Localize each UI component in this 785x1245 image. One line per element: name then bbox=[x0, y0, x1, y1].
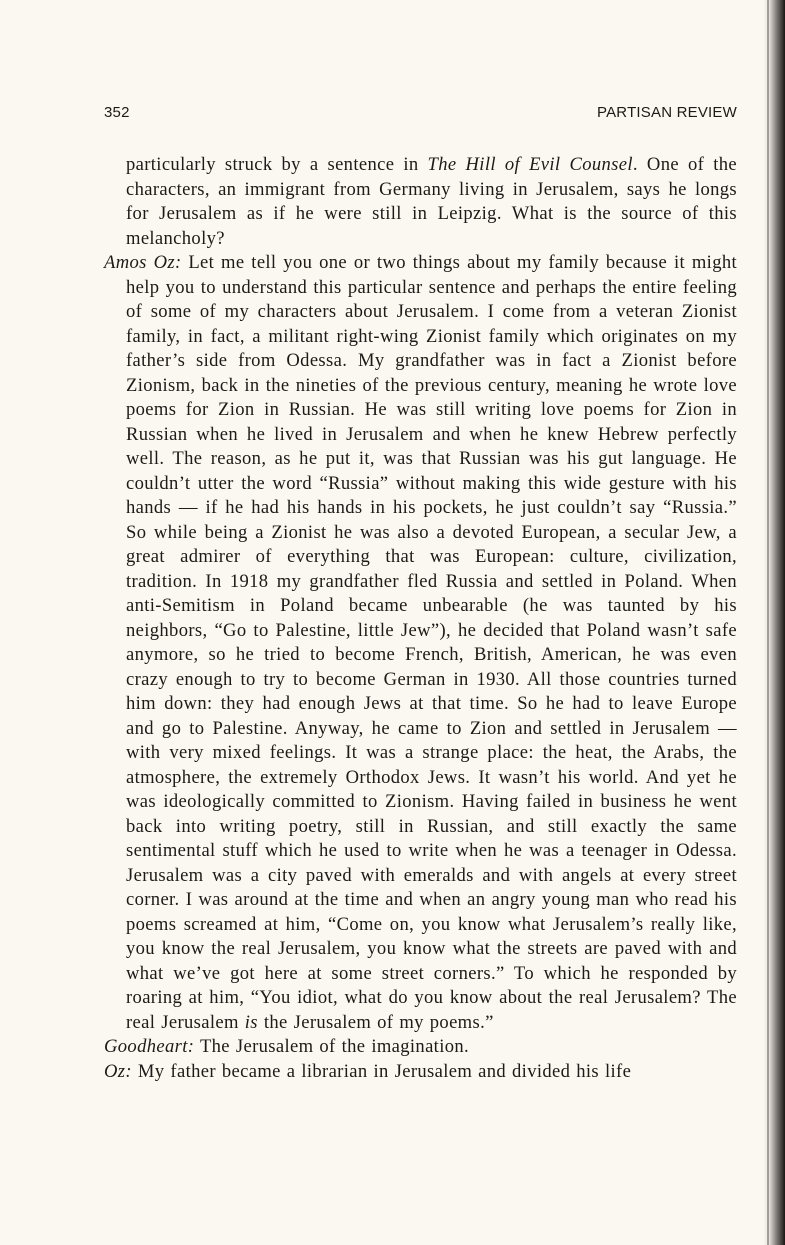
speaker-label-amos-oz: Amos Oz: bbox=[104, 252, 182, 273]
remark-goodheart bbox=[104, 1035, 737, 1060]
question-text-start: particularly struck by a sentence in bbox=[126, 154, 428, 175]
speaker-label-goodheart: Goodheart: bbox=[104, 1036, 195, 1057]
emphasis-word: is bbox=[244, 1011, 258, 1033]
page-edge-line bbox=[767, 0, 769, 1245]
answer-oz bbox=[104, 1060, 737, 1085]
answer-text-oz: My father became a librarian in Jerusalem and divided his life bbox=[137, 1060, 632, 1082]
answer-text-amos-oz-end: the Jerusalem of my poems.” bbox=[257, 1011, 494, 1033]
running-head bbox=[104, 104, 737, 126]
remark-text-goodheart: The Jerusalem of the imagination. bbox=[199, 1036, 470, 1057]
book-title: The Hill of Evil Counsel bbox=[427, 154, 633, 175]
journal-title: PARTISAN REVIEW bbox=[597, 104, 737, 121]
question-paragraph bbox=[104, 153, 737, 251]
interview-text bbox=[104, 153, 737, 1084]
page-number: 352 bbox=[104, 104, 130, 121]
question-text-end: . One of the characters, an immigrant from Germany living in Jerusalem, says he longs for Jerusalem as if he were still in Leipzig. What is the source of this melancholy? bbox=[126, 154, 737, 249]
speaker-label-oz: Oz: bbox=[104, 1060, 132, 1082]
answer-amos-oz bbox=[104, 251, 737, 1035]
answer-text-amos-oz: Let me tell you one or two things about my family because it might help you to understand this particular sentence and perhaps the entire feeling of some of my characters about Jerusalem. I come from a veteran Zionist family, in fact, a militant right-wing Zionist family which originates on my father’s side from Odessa. My grandfather was in fact a Zionist before Zionism, back in the nineties of the previous century, meaning he wrote love poems for Zion in Russian. He was still writing love poems for Zion in Russian when he lived in Jerusalem and when he knew Hebrew perfectly well. The reason, as he put it, was that Russian was his gut language. He couldn’t utter the word “Russia” without making this wide gesture with his hands — if he had his hands in his pockets, he just couldn’t say “Russia.” So while being a Zionist he was also a devoted European, a secular Jew, a great admirer of everything that was European: culture, civilization, tradition. In 1918 my grandfather fled Russia and settled in Poland. When anti-Semitism in Poland became unbearable (he was taunted by his neighbors, “Go to Palestine, little Jew”), he decided that Poland wasn’t safe anymore, so he tried to become French, British, American, he was even crazy enough to try to become German in 1930. All those countries turned him down: they had enough Jews at that time. So he had to leave Europe and go to Palestine. Anyway, he came to Zion and settled in Jerusalem — with very mixed feelings. It was a strange place: the heat, the Arabs, the atmosphere, the extremely Orthodox Jews. It wasn’t his world. And yet he was ideologically committed to Zionism. Having failed in business he went back into writing poetry, still in Russian, and still exactly the same sentimental stuff which he used to write when he was a teenager in Odessa. Jerusalem was a city paved with emeralds and with angels at every street corner. I was around at the time and when an angry young man who read his poems screamed at him, “Come on, you know what Jerusalem’s really like, you know the real Jerusalem, you know what the streets are paved with and what we’ve got here at some street corners.” To which he responded by roaring at him, “You idiot, what do you know about the real Jerusalem? The real Jerusalem bbox=[126, 252, 738, 1033]
